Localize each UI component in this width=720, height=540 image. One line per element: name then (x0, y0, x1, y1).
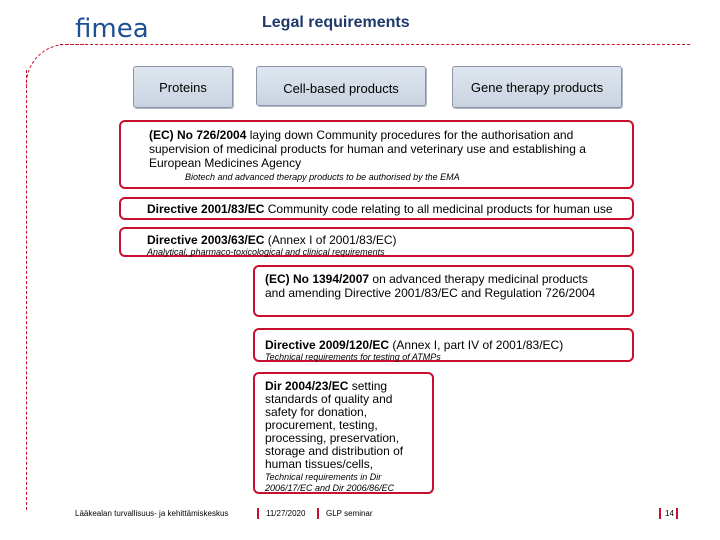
regulation-text (265, 338, 632, 352)
page-title: Legal requirements (262, 14, 410, 31)
regulation-description: setting standards of quality and safety for donation, procurement, testing, processing, preservation, storage and distribution of human tissues/cells, (265, 379, 404, 471)
regulation-directive-2001-83-ec (119, 197, 634, 220)
regulation-description: laying down Community procedures for the authorisation and supervision of medicinal products for human and veterinary use and establishing a European Medicines Agency (149, 128, 586, 170)
fimea-logo: fimea (75, 14, 149, 44)
decorative-border-curve (26, 44, 87, 85)
regulation-description: Community code relating to all medicinal products for human use (264, 202, 613, 216)
regulation-text (265, 380, 426, 471)
regulation-directive-2003-63-ec (119, 227, 634, 257)
regulation-ec-1394-2007 (253, 265, 634, 317)
footer-event: GLP seminar (326, 509, 373, 518)
category-gene-therapy-products (452, 66, 622, 108)
regulation-ec-726-2004 (119, 120, 634, 189)
category-label: Cell-based products (283, 81, 399, 96)
regulation-description: on advanced therapy medicinal products and amending Directive 2001/83/EC and Regulation 726/2004 (265, 272, 596, 300)
regulation-description: (Annex I, part IV of 2001/83/EC) (389, 338, 564, 352)
footer-separator (317, 508, 319, 519)
regulation-note: Analytical, pharmaco-toxicological and clinical requirements (147, 247, 385, 257)
regulation-ref: Directive 2001/83/EC (147, 202, 265, 216)
category-proteins (133, 66, 233, 108)
regulation-ref: (EC) No 726/2004 (149, 128, 247, 142)
decorative-border-left (26, 70, 27, 510)
decorative-border-top (60, 44, 690, 45)
regulation-directive-2009-120-ec (253, 328, 634, 362)
regulation-ref: (EC) No 1394/2007 (265, 272, 370, 286)
regulation-ref: Directive 2009/120/EC (265, 338, 390, 352)
regulation-description: (Annex I of 2001/83/EC) (264, 233, 397, 247)
category-label: Gene therapy products (470, 79, 604, 95)
regulation-text (149, 128, 606, 170)
footer-date: 11/27/2020 (266, 509, 306, 518)
regulation-note: Technical requirements for testing of ATMPs (265, 352, 441, 362)
category-label: Proteins (159, 79, 207, 95)
footer-page-number: 14 (665, 509, 674, 518)
footer-separator (257, 508, 259, 519)
regulation-note: Technical requirements in Dir 2006/17/EC and Dir 2006/86/EC (265, 472, 395, 493)
footer-organization: Lääkealan turvallisuus- ja kehittämiskeskus (75, 509, 229, 518)
regulation-note: Biotech and advanced therapy products to be authorised by the EMA (185, 172, 460, 182)
regulation-text (147, 233, 632, 247)
regulation-dir-2004-23-ec (253, 372, 434, 494)
footer-separator (676, 508, 678, 519)
regulation-ref: Directive 2003/63/EC (147, 233, 265, 247)
regulation-ref: Dir 2004/23/EC (265, 379, 349, 393)
footer-separator (659, 508, 661, 519)
category-cell-based-products (256, 66, 426, 106)
